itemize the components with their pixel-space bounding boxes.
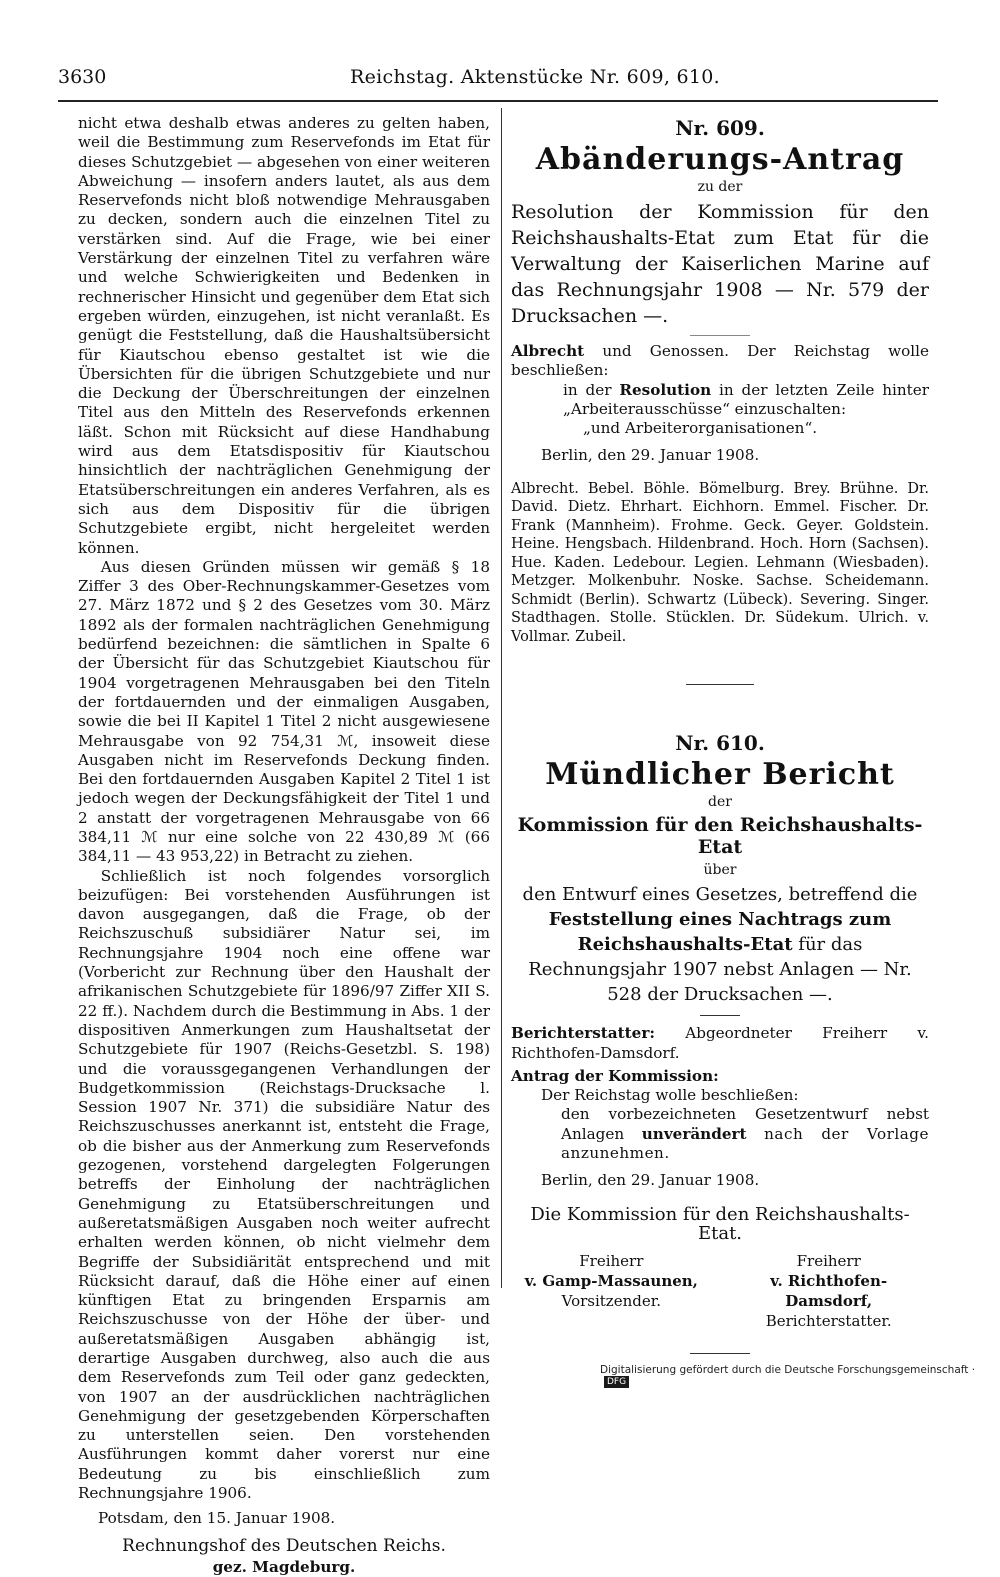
reporter-name: v. Richthofen-Damsdorf,	[770, 1272, 888, 1311]
page-header	[58, 66, 938, 96]
column-divider	[501, 108, 502, 1288]
doc-610-ueber: über	[703, 862, 737, 879]
doc-610-signatures	[511, 1251, 929, 1331]
doc-609-mover: Albrecht	[511, 342, 585, 360]
left-paragraph-2: Aus diesen Gründen müssen wir gemäß § 18 Ziffer 3 des Ober-Rechnungskammer-Gesetzes vom 27. März 1872 und § 2 des Gesetzes vom 30. März 1892 als der formalen nachträglichen Genehmigung bedürfend bezeichnen: die sämtlichen in Spalte 6 der Übersicht für das Schutzgebiet Kiautschou für 1904 vorgetragenen Mehrausgaben bei den Titeln der fortdauernden und der einmaligen Ausgaben, sowie die bei II Kapitel 1 Titel 2 nicht ausgewiesene Mehrausgabe von 92 754,31 ℳ, insoweit diese Ausgaben nicht im Reservefonds Deckung finden. Bei den fortdauernden Ausgaben Kapitel 2 Titel 1 ist jedoch wegen der Deckungsfähigkeit der Titel 1 und 2 anstatt der vorgetragenen Mehrausgabe von 66 384,11 ℳ nur eine solche von 22 430,89 ℳ (66 384,11 — 43 953,22) in Betracht zu ziehen.	[78, 557, 490, 866]
doc-610-reporter-label: Berichterstatter:	[511, 1024, 655, 1043]
doc-610-subject-part1: den Entwurf eines Gesetzes, betreffend die	[522, 884, 918, 906]
chair-title: Freiherr	[579, 1252, 644, 1271]
doc-609-date: Berlin, den 29. Januar 1908.	[541, 446, 760, 465]
doc-610-committee: Kommission für den Reichshaushalts-Etat	[517, 814, 923, 859]
running-title: Reichstag. Aktenstücke Nr. 609, 610.	[350, 66, 721, 88]
dfg-logo: DFG	[604, 1376, 629, 1388]
doc-609-rule	[690, 335, 750, 336]
doc-609-signatories: Albrecht. Bebel. Böhle. Bömelburg. Brey. Brühne. Dr. David. Dietz. Ehrhart. Eichhorn. Emmel. Fischer. Dr. Frank (Mannheim). Frohme. Geck. Geyer. Goldstein. Heine. Hengsbach. Hildenbrand. Hoch. Horn (Sachsen). Hue. Kaden. Ledebour. Legien. Lehmann (Wiesbaden). Metzger. Molkenbuhr. Noske. Sachse. Scheidemann. Schmidt (Berlin). Schwartz (Lübeck). Severing. Singer. Stadthagen. Stolle. Stücklen. Dr. Südekum. Ulrich. v. Vollmar. Zubeil.	[511, 480, 929, 645]
section-divider	[686, 684, 754, 685]
doc-610-der: der	[708, 794, 732, 811]
doc-609-instruction	[511, 381, 929, 420]
doc-610-rule	[700, 1015, 740, 1016]
doc-610-subject	[511, 882, 929, 1007]
left-date-line: Potsdam, den 15. Januar 1908.	[98, 1509, 336, 1528]
doc-610-motion-bold: unverändert	[641, 1124, 747, 1143]
left-column	[78, 114, 490, 1577]
right-column	[511, 114, 929, 1354]
doc-609-intro	[511, 342, 929, 381]
signature-reporter	[728, 1251, 929, 1331]
left-paragraph-1: nicht etwa deshalb etwas anderes zu gelten haben, weil die Bestimmung zum Reservefonds im Etat für dieses Schutzgebiet — abgesehen von einer weiteren Abweichung — insofern anders lautet, als aus dem Reservefonds nicht bloß notwendige Mehrausgaben zu decken, sondern auch die einzelnen Titel zu verstärken sind. Auf die Frage, wie bei einer Verstärkung der einzelnen Titel zu verfahren wäre und welche Schwierigkeiten und Bedenken in rechnerischer Hinsicht und gegenüber dem Etat sich ergeben würden, einzugehen, ist nicht veranlaßt. Es genügt die Feststellung, daß die Haushaltsübersicht für Kiautschou ebenso gestaltet ist wie die Übersichten für die übrigen Schutzgebiete und nur die Deckung der Überschreitungen der einzelnen Titel aus den Mitteln des Reservefonds erkennen läßt. Schon mit Rücksicht auf diese Handhabung wird aus dem Etatsdispositiv für Kiautschou hinsichtlich der nachträglichen Genehmigung der Etatsüberschreitungen ein anderes Verfahren, als es sich aus dem Dispositiv für die übrigen Schutzgebiete ergibt, nicht hergeleitet werden können.	[78, 114, 490, 557]
doc-609-resolution: Resolution der Kommission für den Reichshaushalts-Etat zum Etat für die Verwaltung der Kaiserlichen Marine auf das Rechnungsjahr 1908 — Nr. 579 der Drucksachen —.	[511, 201, 929, 327]
doc-610-reporter-line	[511, 1024, 929, 1063]
left-paragraph-3: Schließlich ist noch folgendes vorsorglich beizufügen: Bei vorstehenden Ausführungen ist davon ausgegangen, daß die Frage, ob der Reichszuschuß subsidiärer Natur sei, im Rechnungsjahre 1904 noch eine offene war (Vorbericht zur Rechnung über den Haushalt der afrikanischen Schutzgebiete für 1896/97 Ziffer XII S. 22 ff.). Nachdem durch die Bestimmung in Abs. 1 der dispositiven Anmerkungen zum Haushaltsetat der Schutzgebiete für 1907 (Reichs-Gesetzbl. S. 198) und die voraussgegangenen Verhandlungen der Budgetkommission (Reichstags-Drucksache l. Session 1907 Nr. 371) die subsidiäre Natur des Reichszuschusses anerkannt ist, entsteht die Frage, ob die bisher aus der Anmerkung zum Reservefonds gezogenen, vorstehend dargelegten Folgerungen betreffs der Einholung der nachträglichen Genehmigung zu Etatsüberschreitungen und außeretatsmäßigen Ausgaben noch weiter aufrecht erhalten werden können, ob nicht vielmehr dem Begriffe der Subsidiärität entsprechend und mit Rücksicht darauf, daß die Höhe einer auf einen künftigen Etat zu bringenden Ersparnis am Reichszuschusse von der Höhe der über- und außeretatsmäßigen Ausgaben abhängig ist, derartige Ausgaben durchweg, also auch die aus dem Reservefonds zum Teil oder ganz gedeckten, von 1907 an der ausdrücklichen nachträglichen Genehmigung der gesetzgebenden Körperschaften zu unterstellen seien. Den vorstehenden Ausführungen kommt daher vorerst nur eine Bedeutung zu bis einschließlich zum Rechnungsjahre 1906.	[78, 866, 490, 1503]
doc-610-motion-line1: Der Reichstag wolle beschließen:	[541, 1086, 799, 1105]
doc-610-subject-bold: Feststellung eines Nachtrags zum Reichshaushalts-Etat	[548, 909, 892, 956]
doc-610-reporter: Abgeordneter Freiherr v. Richthofen-Damsdorf.	[511, 1024, 930, 1062]
doc-610-motion-suffix: nach der Vorlage anzunehmen.	[561, 1124, 929, 1163]
header-rule	[58, 100, 938, 102]
doc-610-motion-prefix: den vorbezeichneten Gesetzentwurf nebst Anlagen	[561, 1105, 929, 1143]
chair-name: v. Gamp-Massaunen,	[524, 1272, 698, 1291]
page-number: 3630	[58, 66, 107, 88]
reporter-role: Berichterstatter.	[765, 1312, 892, 1331]
doc-609-zu-der: zu der	[697, 179, 743, 195]
footer-text: Digitalisierung gefördert durch die Deutsche Forschungsgemeinschaft ·	[600, 1364, 976, 1376]
doc-610-motion-line2	[511, 1105, 929, 1163]
doc-609-instr-suffix: in der letzten Zeile hinter „Arbeiterausschüsse“ einzuschalten:	[563, 380, 930, 418]
doc-610-date: Berlin, den 29. Januar 1908.	[541, 1171, 760, 1190]
signature-chair	[511, 1251, 712, 1331]
chair-role: Vorsitzender.	[561, 1292, 661, 1311]
doc-609-title: Abänderungs-Antrag	[535, 142, 905, 177]
authority-name: Rechnungshof des Deutschen Reichs.	[122, 1535, 446, 1556]
end-rule	[690, 1353, 750, 1354]
doc-609-number: Nr. 609.	[675, 116, 765, 140]
doc-609-quote: „und Arbeiterorganisationen“.	[583, 419, 818, 438]
doc-610-commission-signature: Die Kommission für den Reichshaushalts-Etat.	[530, 1203, 910, 1244]
reporter-title: Freiherr	[796, 1252, 861, 1271]
doc-610-motion-label: Antrag der Kommission:	[511, 1066, 719, 1085]
doc-609-intro-text: und Genossen. Der Reichstag wolle beschließen:	[511, 342, 930, 380]
digitization-footer	[600, 1364, 1000, 1388]
doc-609-instr-prefix: in der	[563, 380, 612, 399]
doc-610-title: Mündlicher Bericht	[545, 757, 895, 793]
doc-609-instr-bold: Resolution	[619, 380, 712, 399]
doc-610-subject-part2: für das Rechnungsjahr 1907 nebst Anlagen — Nr. 528 der Drucksachen —.	[528, 934, 912, 1006]
left-signature: gez. Magdeburg.	[212, 1557, 356, 1576]
doc-610-number: Nr. 610.	[675, 731, 765, 756]
